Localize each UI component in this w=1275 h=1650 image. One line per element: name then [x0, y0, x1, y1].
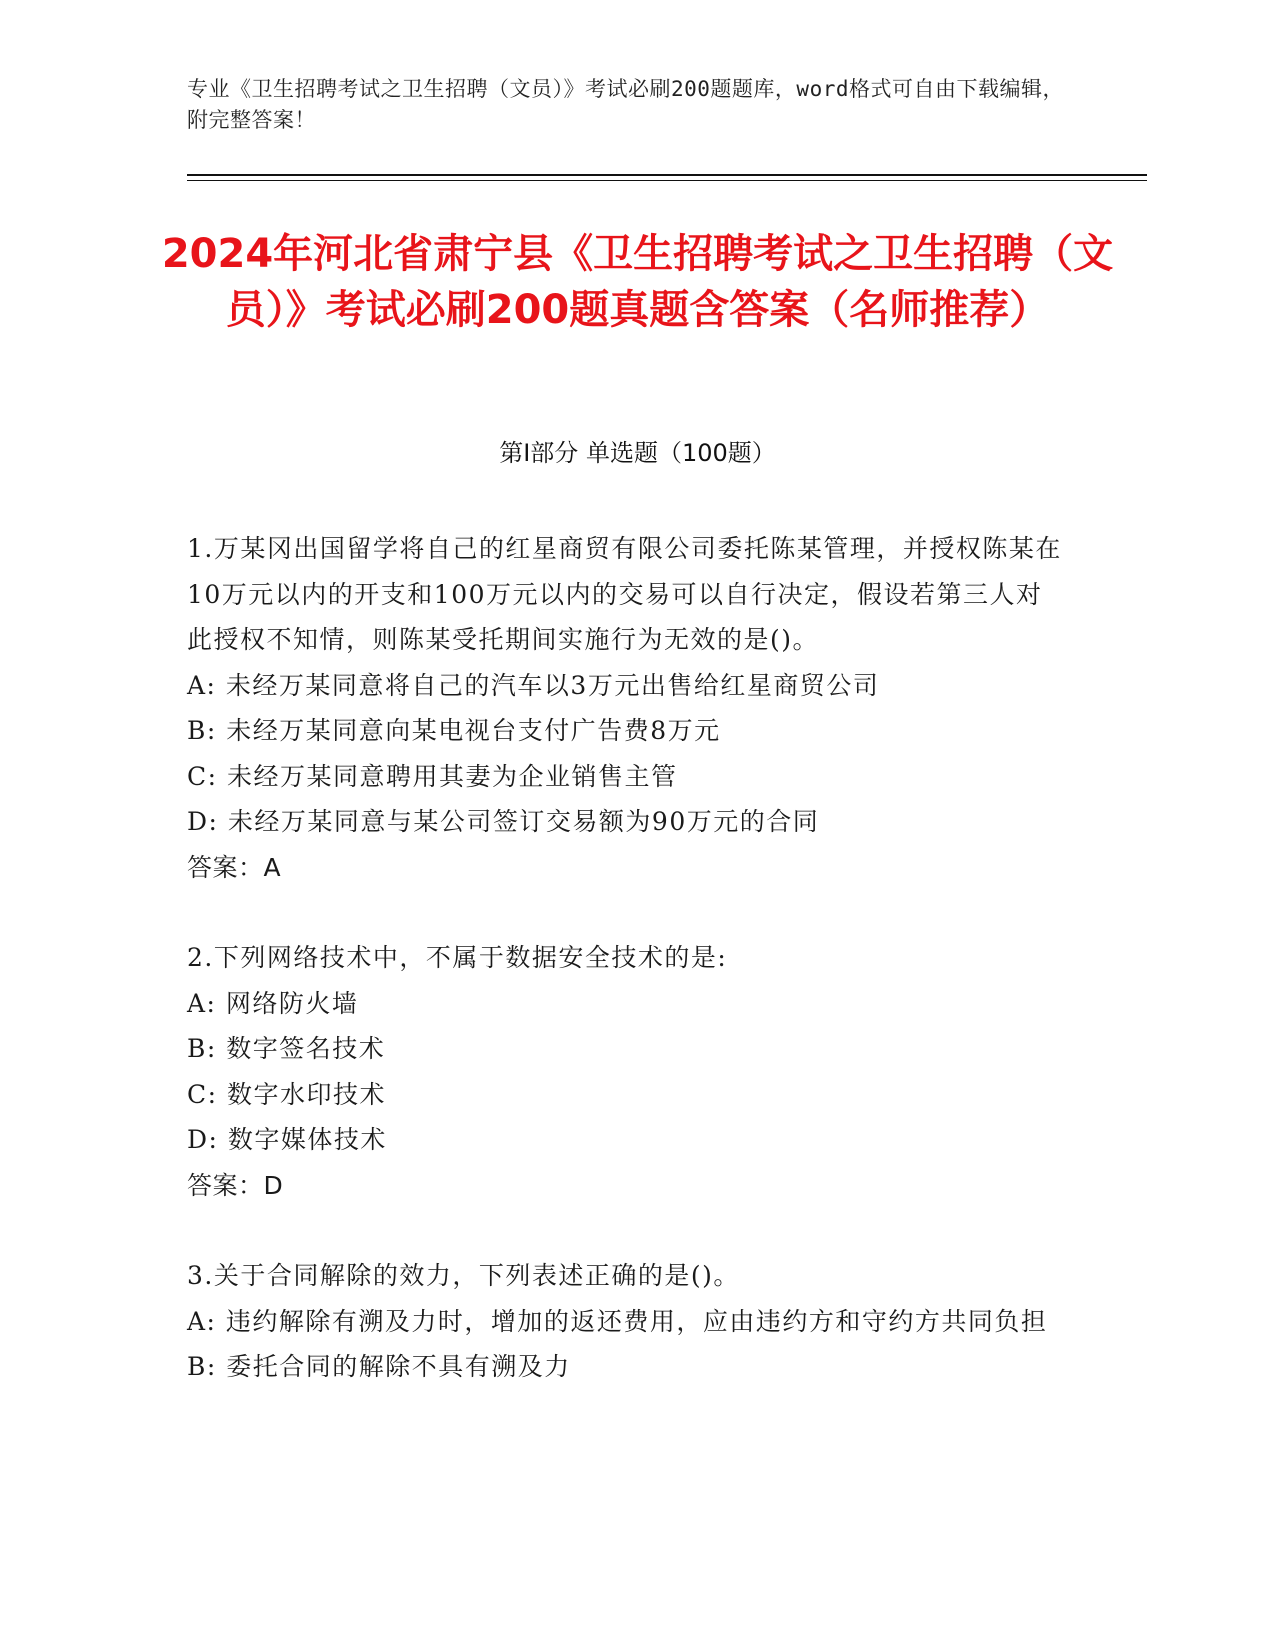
header-rule-thick — [187, 174, 1147, 176]
option-a: A: 网络防火墙 — [187, 988, 359, 1018]
document-title: 2024年河北省肃宁县《卫生招聘考试之卫生招聘（文员）》考试必刷200题真题含答案（名师推荐） — [161, 231, 1114, 333]
option-c: C: 数字水印技术 — [187, 1079, 386, 1109]
option-d: D: 数字媒体技术 — [187, 1125, 387, 1154]
option-a: A: 未经万某同意将自己的汽车以3万元出售给红星商贸公司 — [187, 670, 880, 700]
option-b: B: 未经万某同意向某电视台支付广告费8万元 — [187, 716, 721, 745]
option-d: D: 未经万某同意与某公司签订交易额为90万元的合同 — [187, 807, 820, 836]
option-c: C: 未经万某同意聘用其妻为企业销售主管 — [187, 761, 678, 791]
question-2 — [187, 935, 1067, 1208]
question-stem: 2.下列网络技术中，不属于数据安全技术的是: — [187, 943, 728, 972]
answer: 答案：A — [187, 852, 282, 882]
section-title: 第Ⅰ部分 单选题（100题） — [499, 439, 776, 467]
option-b: B: 数字签名技术 — [187, 1034, 386, 1063]
answer: 答案：D — [187, 1170, 284, 1200]
header-note: 专业《卫生招聘考试之卫生招聘（文员）》考试必刷200题题库，word格式可自由下载编辑，附完整答案！ — [187, 77, 1064, 132]
question-list — [187, 526, 1067, 1435]
question-1 — [187, 526, 1067, 890]
question-3 — [187, 1253, 1067, 1390]
question-stem: 3.关于合同解除的效力，下列表述正确的是()。 — [187, 1261, 740, 1290]
header-rule-thin — [187, 180, 1147, 181]
option-a: A: 违约解除有溯及力时，增加的返还费用，应由违约方和守约方共同负担 — [187, 1306, 1048, 1336]
question-stem: 1.万某冈出国留学将自己的红星商贸有限公司委托陈某管理，并授权陈某在10万元以内的开支和100万元以内的交易可以自行决定，假设若第三人对此授权不知情，则陈某受托期间实施行为无效的是()。 — [187, 534, 1062, 654]
option-b: B: 委托合同的解除不具有溯及力 — [187, 1352, 571, 1381]
